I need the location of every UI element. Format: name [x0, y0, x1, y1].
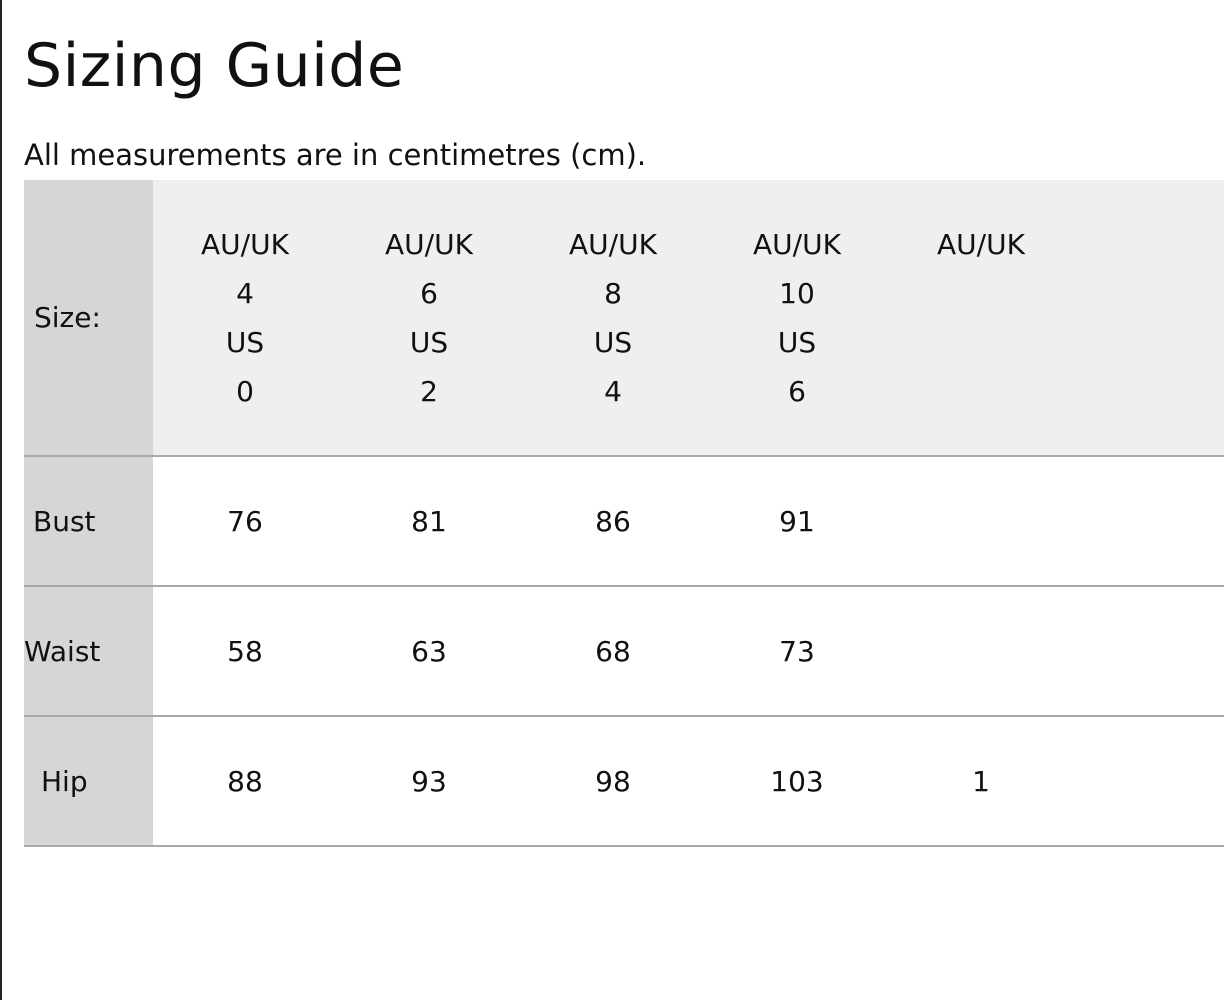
- table-cell: 58: [227, 634, 263, 668]
- size-value: [889, 367, 1073, 416]
- table-cell: 63: [411, 634, 447, 668]
- table-row-waist: [24, 587, 1224, 717]
- row-label-cell: [24, 457, 153, 585]
- row-label-cell: [24, 717, 153, 845]
- table-cell: 88: [227, 764, 263, 798]
- region-label: AU/UK: [753, 228, 841, 261]
- size-value: 2: [420, 375, 438, 408]
- size-column-header: [889, 220, 1073, 416]
- size-value: 4: [236, 277, 254, 310]
- row-label: Hip: [41, 764, 88, 798]
- size-value: 6: [420, 277, 438, 310]
- size-value: 6: [788, 375, 806, 408]
- region-label: US: [777, 326, 817, 359]
- row-label: Bust: [33, 504, 96, 538]
- region-label: US: [593, 326, 633, 359]
- size-column-header: [337, 220, 521, 416]
- region-label: AU/UK: [385, 228, 473, 261]
- size-column-header: [153, 220, 337, 416]
- table-cell: 86: [595, 504, 631, 538]
- size-value: 8: [604, 277, 622, 310]
- size-label: Size:: [34, 301, 101, 334]
- table-cell: 76: [227, 504, 263, 538]
- table-cell: 73: [779, 634, 815, 668]
- table-header-row: [24, 180, 1224, 457]
- row-label-cell: [24, 587, 153, 715]
- size-value: 4: [604, 375, 622, 408]
- table-cell: 91: [779, 504, 815, 538]
- region-label: AU/UK: [569, 228, 657, 261]
- table-cell: 81: [411, 504, 447, 538]
- region-label: [889, 318, 1073, 367]
- region-label: AU/UK: [937, 228, 1025, 261]
- table-cell: [889, 457, 1073, 585]
- region-label: US: [409, 326, 449, 359]
- table-row-hip: [24, 717, 1224, 847]
- table-cell: 103: [770, 764, 824, 798]
- table-row-bust: [24, 457, 1224, 587]
- size-label-cell: [24, 180, 153, 455]
- page-title: Sizing Guide: [24, 31, 405, 101]
- region-label: AU/UK: [201, 228, 289, 261]
- table-cell: 68: [595, 634, 631, 668]
- table-cell: 93: [411, 764, 447, 798]
- left-border: [0, 0, 2, 1000]
- table-cell: [889, 587, 1073, 715]
- size-value: 10: [779, 277, 815, 310]
- size-column-header: [521, 220, 705, 416]
- table-cell: 1: [972, 764, 990, 798]
- size-column-header: [705, 220, 889, 416]
- size-value: 0: [236, 375, 254, 408]
- measurement-note: All measurements are in centimetres (cm).: [24, 138, 647, 172]
- table-cell: 98: [595, 764, 631, 798]
- region-label: US: [225, 326, 265, 359]
- sizing-table[interactable]: [24, 180, 1025, 846]
- row-label: Waist: [24, 634, 101, 668]
- size-value: [889, 269, 1073, 318]
